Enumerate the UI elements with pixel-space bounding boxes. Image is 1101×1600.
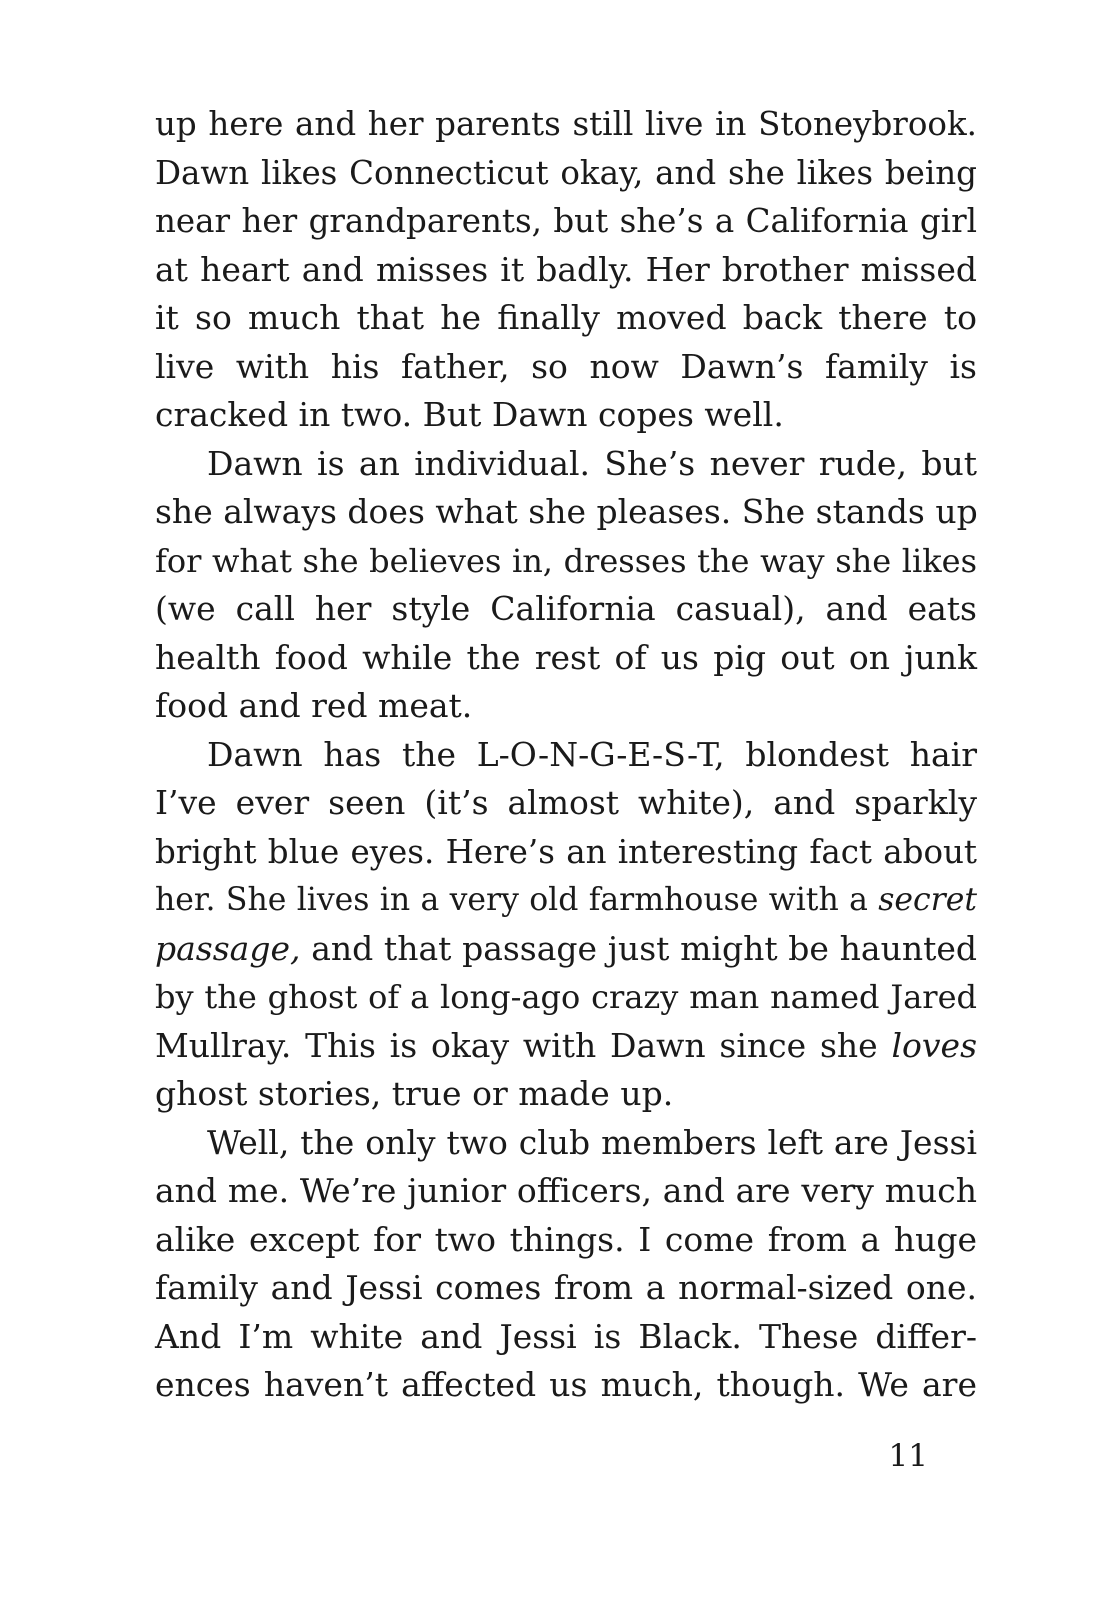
line-text: health food while the rest of us pig out on junk: [155, 637, 977, 677]
text-line: [155, 973, 977, 1022]
text-line: [155, 1264, 977, 1313]
text-line: [155, 100, 977, 149]
line-text: cracked in two. But Dawn copes well.: [155, 395, 784, 434]
italic-text: passage,: [155, 928, 301, 968]
text-line: [155, 246, 977, 295]
text-line: [155, 197, 977, 246]
line-text: Well, the only two club members left are Jessi: [207, 1122, 977, 1162]
line-text: she always does what she pleases. She stands up: [155, 492, 978, 531]
line-text: food and red meat.: [155, 686, 473, 725]
text-line: [155, 1361, 977, 1410]
line-text: bright blue eyes. Here’s an interesting fact about: [155, 832, 977, 871]
text-line: [155, 925, 977, 974]
line-text: ences haven’t affected us much, though. We are: [155, 1365, 977, 1404]
text-line: [155, 537, 977, 586]
line-text: at heart and misses it badly. Her brother missed: [155, 249, 977, 289]
line-text: for what she believes in, dresses the way she likes: [155, 541, 977, 580]
body-text: [155, 100, 977, 1410]
line-text: Dawn likes Connecticut okay, and she likes being: [155, 153, 977, 192]
text-line: [155, 149, 977, 198]
text-line: [155, 876, 977, 925]
text-line: [155, 585, 977, 634]
text-line: [155, 731, 977, 780]
text-line: [155, 1216, 977, 1265]
line-text: and me. We’re junior officers, and are very much: [155, 1171, 977, 1210]
line-text: I’ve ever seen (it’s almost white), and sparkly: [155, 783, 977, 822]
text-line: [155, 343, 977, 392]
line-text: family and Jessi comes from a normal-sized one.: [155, 1268, 977, 1307]
line-text: Dawn is an individual. She’s never rude, but: [207, 443, 977, 483]
page-number: 11: [888, 1438, 928, 1474]
text-line: [155, 294, 977, 343]
text-line: [155, 440, 977, 489]
text-line: [155, 682, 977, 731]
text-line: [155, 1022, 977, 1071]
text-line: [155, 488, 977, 537]
text-line: [155, 1119, 977, 1168]
text-line: [155, 828, 977, 877]
text-line: [155, 391, 977, 440]
line-text: up here and her parents still live in Stoneybrook.: [155, 105, 977, 143]
line-text: near her grandparents, but she’s a California girl: [155, 202, 977, 240]
line-text-after: and that passage just might be haunted: [300, 928, 977, 968]
line-text: And I’m white and Jessi is Black. These differ-: [155, 1316, 977, 1356]
text-line: [155, 779, 977, 828]
line-text: by the ghost of a long-ago crazy man named Jared: [155, 978, 977, 1016]
line-text: it so much that he finally moved back there to: [155, 298, 977, 337]
line-text: her. She lives in a very old farmhouse with a: [155, 882, 879, 918]
line-text: Dawn has the L-O-N-G-E-S-T, blondest hair: [207, 734, 977, 774]
line-text: Mullray. This is okay with Dawn since she: [155, 1025, 892, 1065]
line-text: live with his father, so now Dawn’s family is: [155, 346, 977, 386]
italic-text: secret: [878, 882, 977, 918]
text-line: [155, 1070, 977, 1119]
text-line: [155, 1167, 977, 1216]
line-text: ghost stories, true or made up.: [155, 1074, 674, 1113]
text-line: [155, 634, 977, 683]
line-text: alike except for two things. I come from a huge: [155, 1219, 977, 1259]
text-line: [155, 1313, 977, 1362]
italic-text: loves: [891, 1025, 977, 1065]
line-text: (we call her style California casual), and eats: [155, 589, 977, 628]
